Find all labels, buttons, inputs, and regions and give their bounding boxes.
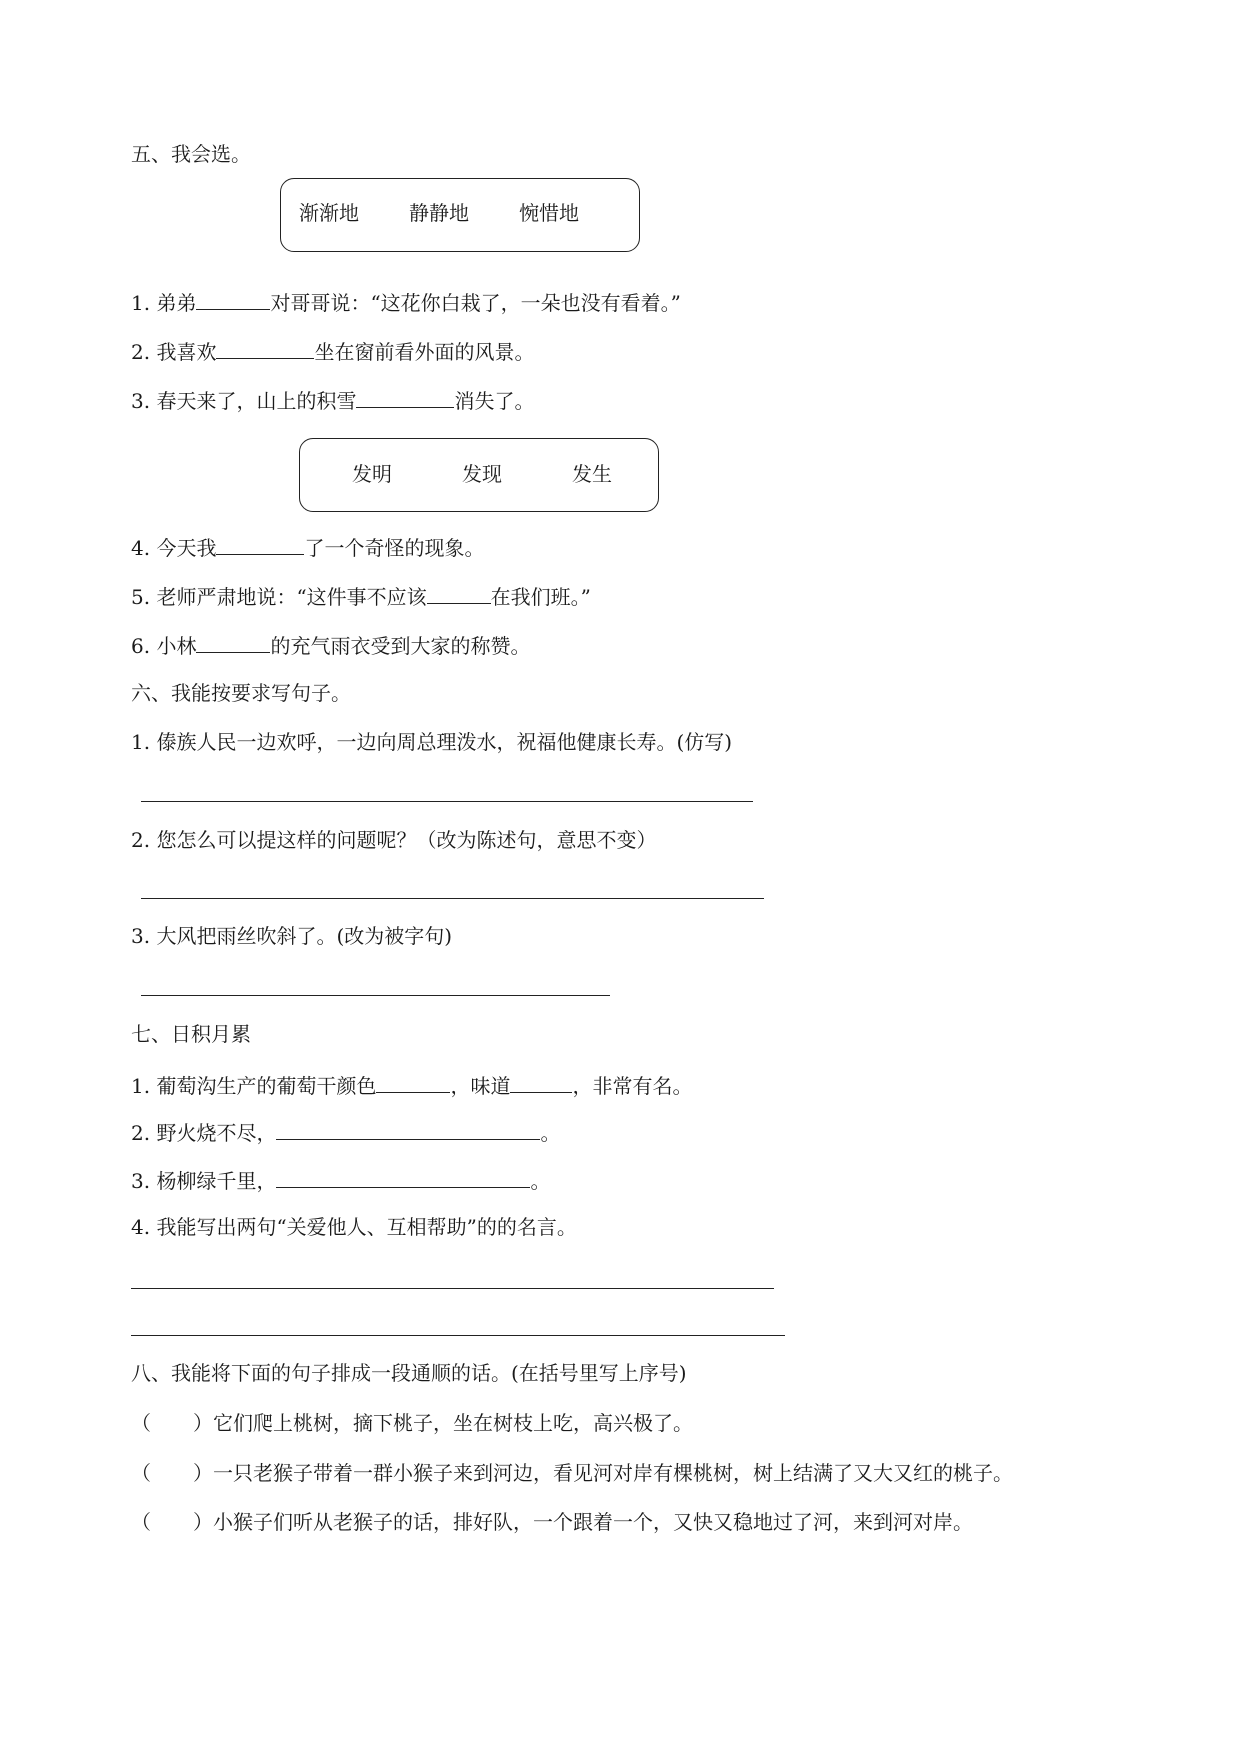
answer-line[interactable] bbox=[141, 898, 764, 899]
accumulation-item-4: 4. 我能写出两句“关爱他人、互相帮助”的的名言。 bbox=[131, 1215, 577, 1239]
section-8-heading: 八、我能将下面的句子排成一段通顺的话。(在括号里写上序号) bbox=[131, 1361, 687, 1385]
fill-item-2: 2. 我喜欢 坐在窗前看外面的风景。 bbox=[131, 336, 534, 366]
answer-blank[interactable] bbox=[376, 1070, 450, 1093]
word-option: 发现 bbox=[462, 462, 502, 486]
sentence-task-3: 3. 大风把雨丝吹斜了。(改为被字句) bbox=[131, 924, 453, 948]
word-option: 惋惜地 bbox=[519, 201, 579, 225]
answer-blank[interactable] bbox=[216, 336, 314, 359]
word-option: 发明 bbox=[352, 462, 392, 486]
answer-blank[interactable] bbox=[196, 287, 270, 310]
answer-blank[interactable] bbox=[276, 1117, 540, 1140]
answer-blank[interactable] bbox=[276, 1165, 530, 1188]
order-bracket[interactable]: （ bbox=[131, 1510, 151, 1534]
sentence-task-2: 2. 您怎么可以提这样的问题呢？（改为陈述句，意思不变） bbox=[131, 828, 657, 852]
answer-line[interactable] bbox=[131, 1335, 785, 1336]
answer-line[interactable] bbox=[141, 801, 753, 802]
word-choice-box-2 bbox=[299, 438, 659, 512]
accumulation-item-1: 1. 葡萄沟生产的葡萄干颜色 ，味道 ，非常有名。 bbox=[131, 1070, 692, 1100]
section-5-heading: 五、我会选。 bbox=[131, 142, 251, 166]
answer-blank[interactable] bbox=[510, 1070, 572, 1093]
section-7-heading: 七、日积月累 bbox=[131, 1022, 251, 1046]
word-option: 渐渐地 bbox=[299, 201, 359, 225]
answer-blank[interactable] bbox=[196, 630, 270, 653]
answer-blank[interactable] bbox=[216, 532, 304, 555]
ordering-item-3: （ ）小猴子们听从老猴子的话，排好队，一个跟着一个，又快又稳地过了河，来到河对岸。 bbox=[131, 1510, 973, 1534]
sentence-task-1: 1. 傣族人民一边欢呼，一边向周总理泼水，祝福他健康长寿。(仿写) bbox=[131, 730, 733, 754]
answer-blank[interactable] bbox=[427, 581, 491, 604]
word-option: 静静地 bbox=[409, 201, 469, 225]
accumulation-item-2: 2. 野火烧不尽， 。 bbox=[131, 1117, 560, 1147]
answer-line[interactable] bbox=[131, 1288, 774, 1289]
fill-item-1: 1. 弟弟 对哥哥说：“这花你白栽了，一朵也没有看着。” bbox=[131, 287, 681, 317]
ordering-item-2: （ ）一只老猴子带着一群小猴子来到河边，看见河对岸有棵桃树，树上结满了又大又红的桃子。 bbox=[131, 1461, 1013, 1485]
fill-item-4: 4. 今天我 了一个奇怪的现象。 bbox=[131, 532, 484, 562]
answer-line[interactable] bbox=[141, 995, 610, 996]
fill-item-5: 5. 老师严肃地说：“这件事不应该 在我们班。” bbox=[131, 581, 591, 611]
accumulation-item-3: 3. 杨柳绿千里， 。 bbox=[131, 1165, 550, 1195]
word-choice-box-1 bbox=[280, 178, 640, 252]
fill-item-6: 6. 小林 的充气雨衣受到大家的称赞。 bbox=[131, 630, 530, 660]
word-option: 发生 bbox=[572, 462, 612, 486]
fill-item-3: 3. 春天来了，山上的积雪 消失了。 bbox=[131, 385, 534, 415]
answer-blank[interactable] bbox=[356, 385, 454, 408]
ordering-item-1: （ ）它们爬上桃树，摘下桃子，坐在树枝上吃，高兴极了。 bbox=[131, 1411, 693, 1435]
section-6-heading: 六、我能按要求写句子。 bbox=[131, 681, 351, 705]
order-bracket[interactable]: （ bbox=[131, 1411, 151, 1435]
order-bracket[interactable]: （ bbox=[131, 1461, 151, 1485]
